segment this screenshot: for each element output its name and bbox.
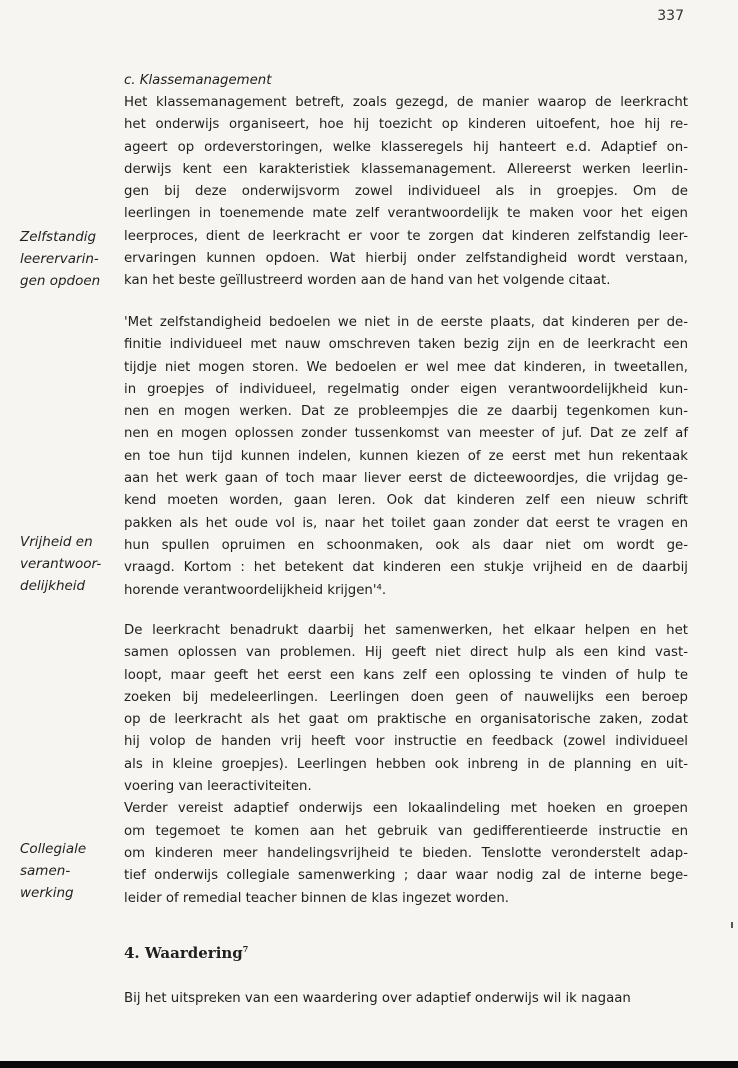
text-line: het onderwijs organiseert, hoe hij toezicht op kinderen uitoefent, hoe hij re- bbox=[124, 117, 688, 133]
paragraph-samenwerken bbox=[124, 620, 688, 910]
text-line: hun spullen opruimen en schoonmaken, ook als daar niet om wordt ge- bbox=[124, 537, 688, 553]
text-line: kan het beste geïllustreerd worden aan de hand van het volgende citaat. bbox=[124, 273, 611, 289]
margin-note-line: verantwoor- bbox=[20, 556, 102, 572]
paragraph-klassemanagement bbox=[124, 92, 688, 293]
text-line: op de leerkracht als het gaat om praktische en organisatorische zaken, zodat bbox=[124, 712, 688, 728]
text-line: leerproces, dient de leerkracht er voor te zorgen dat kinderen zelfstandig leer- bbox=[124, 228, 688, 244]
margin-note-line: samen- bbox=[20, 863, 71, 879]
text-line: om tegemoet te komen aan het gebruik van gedifferentieerde instructie en bbox=[124, 823, 688, 839]
text-line: De leerkracht benadrukt daarbij het samenwerken, het elkaar helpen en het bbox=[124, 623, 688, 638]
text-line: zoeken bij medeleerlingen. Leerlingen doen geen of nauwelijks een beroep bbox=[124, 689, 688, 705]
margin-note-line: delijkheid bbox=[20, 578, 86, 594]
text-line: 'Met zelfstandigheid bedoelen we niet in de eerste plaats, dat kinderen per de- bbox=[124, 315, 688, 330]
text-line: ageert op ordeverstoringen, welke klasseregels hij hanteert e.d. Adaptief on- bbox=[124, 139, 688, 155]
text-line: Het klassemanagement betreft, zoals gezegd, de manier waarop de leerkracht bbox=[124, 95, 688, 110]
text-line: tief onderwijs collegiale samenwerking ; daar waar nodig zal de interne bege- bbox=[124, 868, 688, 884]
text-line: nen en mogen oplossen zonder tussenkomst van meester of juf. Dat ze zelf af bbox=[124, 426, 688, 442]
scan-edge bbox=[0, 1061, 738, 1068]
margin-note-line: Zelfstandig bbox=[20, 229, 97, 245]
text-line: gen bij deze onderwijsvorm zowel individueel als in groepjes. Om de bbox=[124, 184, 688, 200]
text-line: aan het werk gaan of toch maar liever eerst de dicteewoordjes, die vrijdag ge- bbox=[124, 471, 688, 487]
text-line: nen en mogen werken. Dat ze probleempjes die ze daarbij tegenkomen kun- bbox=[124, 404, 688, 420]
footnote-marker: 7 bbox=[242, 944, 249, 954]
text-line: finitie individueel met nauw omschreven taken bezig zijn en de leerkracht een bbox=[124, 337, 688, 353]
heading-text: 4. Waardering bbox=[124, 944, 243, 962]
margin-note-line: Vrijheid en bbox=[20, 534, 93, 550]
text-line: loopt, maar geeft het eerst een kans zelf een oplossing te vinden of hulp te bbox=[124, 667, 688, 683]
margin-note-line: leerervarin- bbox=[20, 251, 99, 267]
text-line: kend moeten worden, gaan leren. Ook dat kinderen zelf een nieuw schrift bbox=[124, 493, 688, 509]
text-line: voering van leeractiviteiten. bbox=[124, 779, 312, 795]
margin-note-zelfstandig bbox=[20, 226, 120, 292]
text-line: samen oplossen van problemen. Hij geeft niet direct hulp als een kind vast- bbox=[124, 645, 688, 661]
text-line: pakken als het oude vol is, naar het toilet gaan zonder dat eerst te vragen en bbox=[124, 515, 688, 531]
text-line: in groepjes of individueel, regelmatig onder eigen verantwoordelijkheid kun- bbox=[124, 381, 688, 397]
section-title-block bbox=[124, 70, 688, 92]
margin-mark bbox=[731, 922, 733, 928]
text-line: horende verantwoordelijkheid krijgen'⁴. bbox=[124, 582, 387, 598]
text-line: derwijs kent een karakteristiek klassemanagement. Allereerst werken leerlin- bbox=[124, 161, 688, 177]
text-line: om kinderen meer handelingsvrijheid te bieden. Tenslotte veronderstelt adap- bbox=[124, 845, 688, 861]
text-line: Bij het uitspreken van een waardering over adaptief onderwijs wil ik nagaan bbox=[124, 991, 631, 1006]
text-line: hij volop de handen vrij heeft voor instructie en feedback (zowel individueel bbox=[124, 734, 688, 750]
text-line: leerlingen in toenemende mate zelf verantwoordelijk te maken voor het eigen bbox=[124, 206, 688, 222]
text-line: ervaringen kunnen opdoen. Wat hierbij onder zelfstandigheid wordt verstaan, bbox=[124, 251, 688, 267]
section-title: c. Klassemanagement bbox=[124, 73, 272, 88]
margin-note-line: gen opdoen bbox=[20, 273, 101, 289]
section-heading-waardering bbox=[124, 944, 248, 962]
text-line: tijdje niet mogen storen. We bedoelen er wel mee dat kinderen, in tweetallen, bbox=[124, 359, 688, 375]
text-line: als in kleine groepjes). Leerlingen hebben ook inbreng in de planning en uit- bbox=[124, 756, 688, 772]
margin-note-line: Collegiale bbox=[20, 841, 87, 857]
page-number: 337 bbox=[657, 8, 684, 24]
text-line: en toe hun tijd kunnen indelen, kunnen kiezen of ze eerst met hun rekentaak bbox=[124, 448, 688, 464]
margin-note-vrijheid bbox=[20, 531, 120, 597]
text-line: vraagd. Kortom : het betekent dat kinderen een stukje vrijheid en de daarbij bbox=[124, 560, 688, 576]
paragraph-waardering bbox=[124, 988, 688, 1010]
text-line: leider of remedial teacher binnen de klas ingezet worden. bbox=[124, 890, 510, 906]
text-line: Verder vereist adaptief onderwijs een lokaalindeling met hoeken en groepen bbox=[124, 801, 688, 817]
quote-zelfstandigheid bbox=[124, 312, 688, 602]
margin-note-collegiale bbox=[20, 838, 120, 904]
margin-note-line: werking bbox=[20, 885, 74, 901]
